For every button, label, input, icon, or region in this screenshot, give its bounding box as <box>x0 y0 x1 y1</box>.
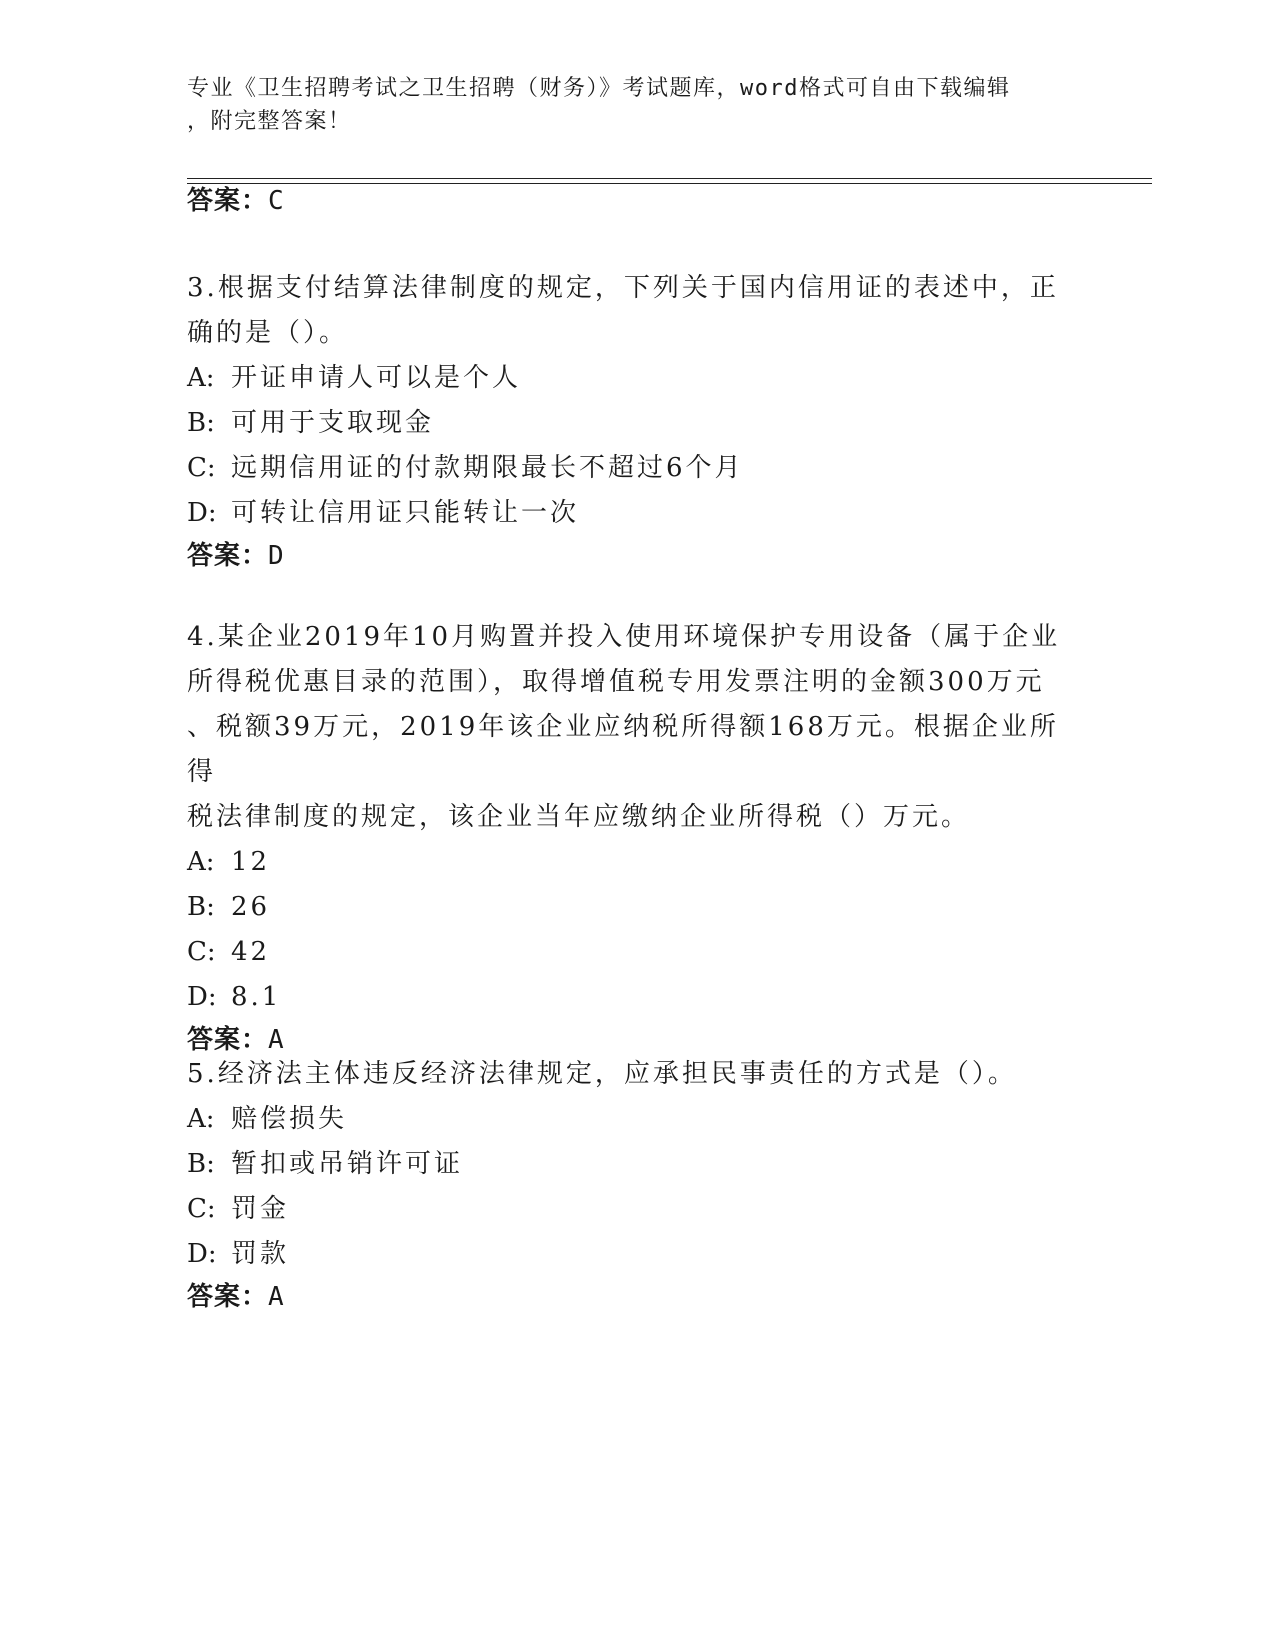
question-line: 4.某企业2019年10月购置并投入使用环境保护专用设备（属于企业 <box>187 622 1061 652</box>
option-label: A: <box>187 363 215 393</box>
option-c <box>187 1187 1087 1232</box>
header-line-1: 专业《卫生招聘考试之卫生招聘（财务）》考试题库，word格式可自由下载编辑 <box>187 76 1011 101</box>
question-line: 5.经济法主体违反经济法律规定，应承担民事责任的方式是（）。 <box>187 1059 1017 1089</box>
option-c <box>187 446 1087 491</box>
option-label: D: <box>187 1239 217 1269</box>
header-divider-top <box>187 178 1152 179</box>
option-b <box>187 401 1087 446</box>
option-label: C: <box>187 1194 216 1224</box>
option-text: 8.1 <box>231 982 282 1012</box>
option-label: C: <box>187 453 216 483</box>
header-line-2: ，附完整答案！ <box>187 109 352 134</box>
option-text: 开证申请人可以是个人 <box>231 363 522 393</box>
answer-prefix: 答案： <box>187 541 269 571</box>
option-label: C: <box>187 937 216 967</box>
question-line: 3.根据支付结算法律制度的规定，下列关于国内信用证的表述中，正 <box>187 273 1059 303</box>
question-text <box>187 266 1087 356</box>
option-label: D: <box>187 982 217 1012</box>
option-text: 远期信用证的付款期限最长不超过6个月 <box>231 453 744 483</box>
option-text: 罚款 <box>231 1239 290 1269</box>
question-4 <box>187 615 1087 1060</box>
document-header <box>187 72 1087 138</box>
option-text: 罚金 <box>231 1194 290 1224</box>
option-label: B: <box>187 1149 215 1179</box>
answer-value: A <box>268 1282 285 1312</box>
question-3 <box>187 266 1087 576</box>
answer-value: A <box>268 1025 285 1055</box>
option-a <box>187 356 1087 401</box>
option-label: B: <box>187 408 215 438</box>
option-d <box>187 975 1087 1020</box>
option-a <box>187 840 1087 885</box>
question-number: 4. <box>187 622 218 652</box>
answer-line <box>187 1277 1087 1317</box>
answer-prefix: 答案： <box>187 1282 269 1312</box>
answer-line <box>187 536 1087 576</box>
question-5 <box>187 1052 1087 1317</box>
option-a <box>187 1097 1087 1142</box>
answer-prefix: 答案： <box>187 1025 269 1055</box>
answer-value: D <box>268 541 285 571</box>
option-text: 可用于支取现金 <box>231 408 435 438</box>
option-d <box>187 1232 1087 1277</box>
option-label: D: <box>187 498 217 528</box>
option-text: 暂扣或吊销许可证 <box>231 1149 464 1179</box>
question-number: 3. <box>187 273 218 303</box>
option-text: 42 <box>231 937 271 967</box>
question-text <box>187 1052 1087 1097</box>
answer-line <box>187 181 1087 221</box>
option-text: 可转让信用证只能转让一次 <box>231 498 580 528</box>
option-b <box>187 1142 1087 1187</box>
option-label: B: <box>187 892 215 922</box>
option-label: A: <box>187 1104 215 1134</box>
option-text: 12 <box>231 847 271 877</box>
option-text: 26 <box>231 892 271 922</box>
question-line: 、税额39万元，2019年该企业应纳税所得额168万元。根据企业所得 <box>187 712 1059 787</box>
option-text: 赔偿损失 <box>231 1104 348 1134</box>
answer-value: C <box>268 186 285 216</box>
question-text <box>187 615 1087 840</box>
option-label: A: <box>187 847 215 877</box>
question-line: 税法律制度的规定，该企业当年应缴纳企业所得税（）万元。 <box>187 802 971 832</box>
question-number: 5. <box>187 1059 218 1089</box>
option-c <box>187 930 1087 975</box>
question-line: 所得税优惠目录的范围），取得增值税专用发票注明的金额300万元 <box>187 667 1045 697</box>
option-b <box>187 885 1087 930</box>
answer-prefix: 答案： <box>187 186 269 216</box>
question-line: 确的是（）。 <box>187 318 349 348</box>
option-d <box>187 491 1087 536</box>
